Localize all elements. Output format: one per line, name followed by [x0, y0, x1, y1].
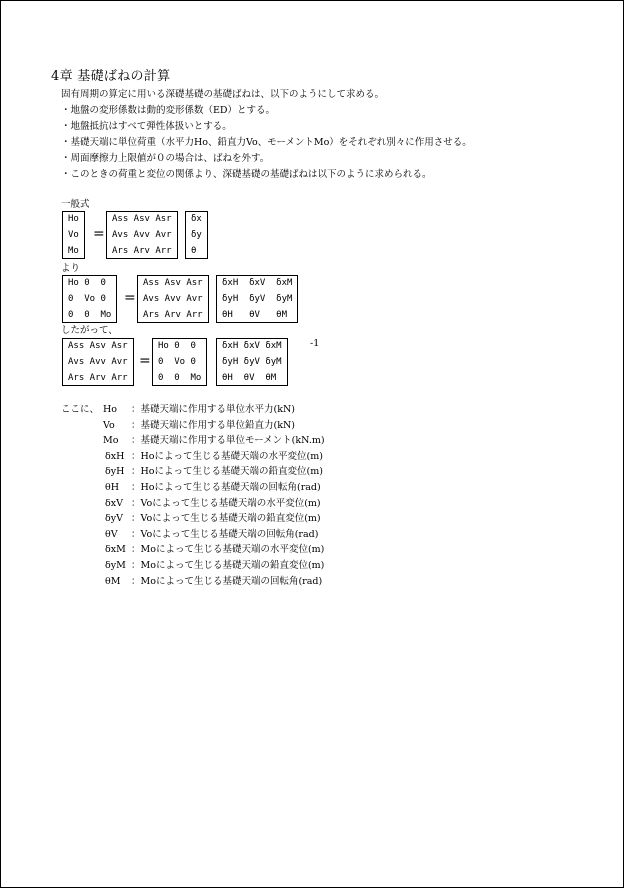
def-description: ：Voによって生じる基礎天端の回転角(rad): [131, 528, 319, 540]
def-description: ：Hoによって生じる基礎天端の回転角(rad): [131, 481, 321, 493]
matrix-row: Ho 0 0: [68, 278, 106, 288]
intro-line: ・地盤抵抗はすべて弾性体扱いとする。: [61, 121, 232, 132]
def-symbol: θH: [105, 481, 120, 493]
matrix-row: 0 0 Mo: [158, 373, 202, 383]
def-symbol: θV: [105, 528, 118, 540]
equals-sign: =: [124, 290, 136, 306]
yori-label: より: [61, 263, 81, 274]
matrix-row: Vo: [68, 230, 79, 240]
eq2-load-matrix: [62, 275, 117, 323]
inverse-exponent: -1: [310, 338, 320, 349]
def-symbol: Ho: [103, 404, 118, 415]
intro-line: ・基礎天端に単位荷重（水平力Ho、鉛直力Vo、モーメントMo）をそれぞれ別々に作用させる。: [61, 137, 472, 148]
def-symbol: δyM: [105, 559, 126, 571]
eq3-load-matrix: [152, 338, 207, 386]
matrix-row: δyH δyV δyM: [222, 357, 282, 367]
def-description: ：Moによって生じる基礎天端の水平変位(m): [131, 544, 325, 556]
matrix-row: θH θV θM: [222, 310, 288, 320]
def-description: ：Hoによって生じる基礎天端の鉛直変位(m): [131, 466, 323, 478]
def-description: ：Moによって生じる基礎天端の回転角(rad): [131, 575, 323, 587]
matrix-row: Ho: [68, 214, 79, 224]
matrix-row: δxH δxV δxM: [222, 278, 293, 288]
matrix-row: Ars Arv Arr: [68, 373, 128, 383]
matrix-row: δyH δyV δyM: [222, 294, 293, 304]
def-symbol: Vo: [103, 419, 115, 431]
eq2-displacement-matrix: [216, 275, 298, 323]
def-symbol: θM: [105, 575, 121, 587]
def-description: ：基礎天端に作用する単位モーメント(kN.m): [131, 435, 325, 447]
intro-paragraph: [61, 87, 472, 183]
matrix-row: 0 Vo 0: [158, 357, 196, 367]
matrix-row: Ass Asv Asr: [143, 278, 203, 288]
matrix-row: Ho 0 0: [158, 341, 196, 351]
intro-line: 固有周期の算定に用いる深礎基礎の基礎ばねは、以下のようにして求める。: [61, 89, 385, 100]
def-symbol: Mo: [103, 435, 119, 447]
matrix-row: Ars Arv Arr: [112, 246, 172, 256]
matrix-row: Avs Avv Avr: [143, 294, 203, 304]
eq3-displacement-matrix: [216, 338, 288, 386]
def-description: ：Hoによって生じる基礎天端の水平変位(m): [131, 450, 323, 462]
general-formula-label: 一般式: [61, 199, 90, 210]
matrix-row: Avs Avv Avr: [68, 357, 128, 367]
eq1-displacement-vector: [185, 211, 208, 259]
matrix-row: Ass Asv Asr: [112, 214, 172, 224]
matrix-row: θ: [191, 246, 197, 256]
def-description: ：Moによって生じる基礎天端の鉛直変位(m): [131, 559, 325, 571]
therefore-label: したがって、: [61, 325, 118, 336]
eq3-spring-matrix: [62, 338, 134, 386]
intro-line: ・このときの荷重と変位の関係より、深礎基礎の基礎ばねは以下のように求められる。: [61, 169, 432, 180]
matrix-row: δx: [191, 214, 202, 224]
matrix-row: δxH δxV δxM: [222, 341, 282, 351]
eq1-spring-matrix: [106, 211, 178, 259]
matrix-row: 0 0 Mo: [68, 310, 112, 320]
eq2-spring-matrix: [137, 275, 209, 323]
def-symbol: δxV: [105, 497, 123, 509]
matrix-row: 0 Vo 0: [68, 294, 106, 304]
def-symbol: δxH: [105, 450, 125, 462]
definitions-prefix: ここに、: [61, 404, 100, 415]
matrix-row: Ars Arv Arr: [143, 310, 203, 320]
def-description: ：Voによって生じる基礎天端の鉛直変位(m): [131, 513, 321, 525]
chapter-title: 4章 基礎ばねの計算: [51, 69, 171, 84]
matrix-row: Avs Avv Avr: [112, 230, 172, 240]
intro-line: ・地盤の変形係数は動的変形係数（ED）とする。: [61, 105, 276, 116]
def-description: ：Voによって生じる基礎天端の水平変位(m): [131, 497, 321, 509]
def-description: ：基礎天端に作用する単位鉛直力(kN): [131, 419, 295, 431]
def-symbol: δyV: [105, 513, 123, 525]
def-symbol: δxM: [105, 544, 126, 556]
def-symbol: δyH: [105, 466, 125, 478]
equals-sign: =: [139, 353, 151, 369]
matrix-row: δy: [191, 230, 202, 240]
eq1-load-vector: [62, 211, 85, 259]
equals-sign: =: [93, 226, 105, 242]
matrix-row: Mo: [68, 246, 79, 256]
matrix-row: Ass Asv Asr: [68, 341, 128, 351]
intro-line: ・周面摩擦力上限値が０の場合は、ばねを外す。: [61, 153, 270, 164]
matrix-row: θH θV θM: [222, 373, 277, 383]
def-description: ：基礎天端に作用する単位水平力(kN): [131, 404, 295, 415]
